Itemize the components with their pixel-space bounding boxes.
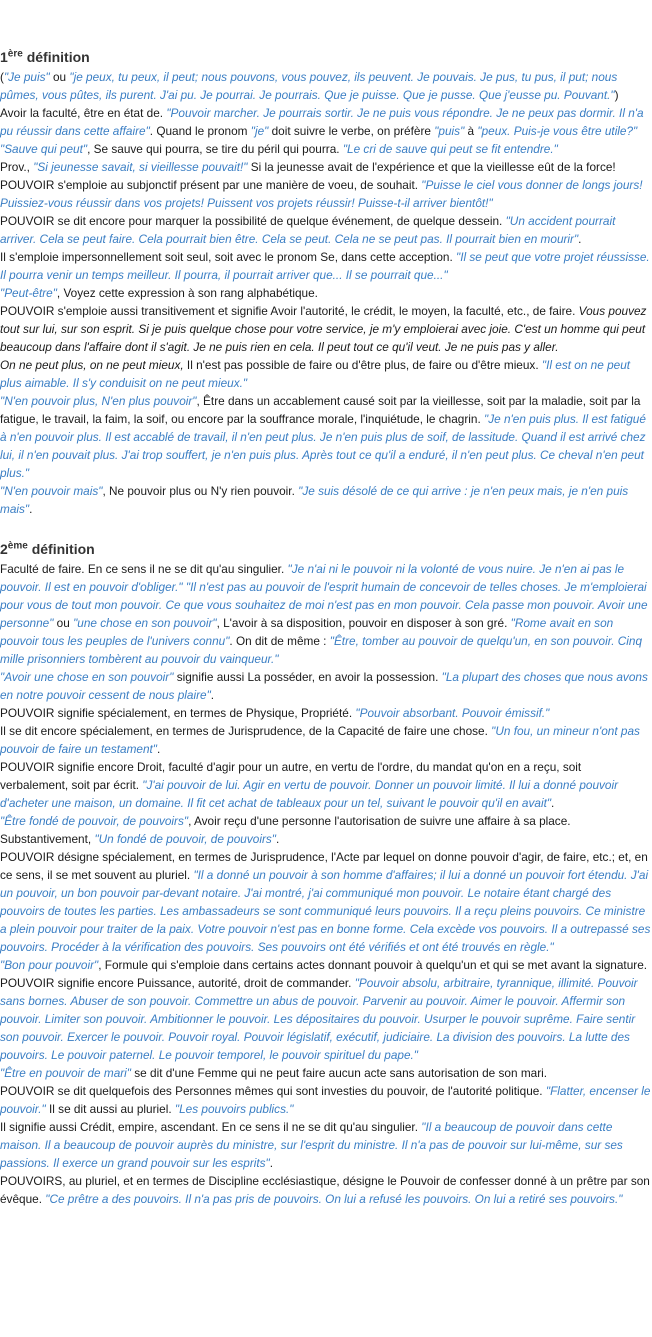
example-text: "Il a donné un pouvoir à son homme d'affaires; il lui a donné un pouvoir fort étendu. J'ai un pouvoir, un bon pouvoir par-devant notaire. J'ai montré, j'ai communiqué mon pouvoir. Le notaire étant chargé des pouvoirs de toutes les parties. Les ambassadeurs se sont communiqué leurs pouvoirs. Il a reçu pleins pouvoirs. Ce ministre a plein pouvoir pour traiter de la paix. Votre pouvoir n'est pas en bonne forme. Cela excède vos pouvoirs. Il a outrepassé ses pouvoirs. Procéder à la vérification des pouvoirs. Ses pouvoirs ont été vérifiés et ont été trouvés en règle." [0, 868, 651, 954]
definition-text: Prov., [0, 160, 34, 174]
definition-paragraph [0, 248, 652, 284]
definition-paragraph [0, 1082, 652, 1118]
definition-paragraph [0, 722, 652, 758]
definition-text: Si la jeunesse avait de l'expérience et que la vieillesse eût de la force! [247, 160, 616, 174]
example-text: "Flatter, encenser le pouvoir." [0, 1084, 651, 1116]
definition-paragraph [0, 356, 652, 392]
definition-text: POUVOIR signifie encore Droit, faculté d'agir pour un autre, en vertu de l'ordre, du mandat qu'on en a reçu, soit verbalement, soit par écrit. [0, 760, 582, 792]
example-text: "Rome avait en son pouvoir tous les peuples de l'univers connu" [0, 616, 614, 648]
definition-text: , Formule qui s'emploie dans certains actes donnant pouvoir à quelqu'un et qui se met avant la signature. [98, 958, 648, 972]
definition-1 [0, 46, 652, 518]
definition-text: . [578, 232, 582, 246]
definition-paragraph [0, 158, 652, 176]
definition-text: , Voyez cette expression à son rang alphabétique. [56, 286, 318, 300]
italic-text: On ne peut plus, on ne peut mieux, [0, 358, 184, 372]
definition-text: . [156, 742, 161, 756]
example-text: "N'en pouvoir mais" [0, 484, 103, 498]
definition-paragraph [0, 956, 652, 974]
definition-paragraph [0, 68, 652, 104]
definition-body [0, 560, 652, 1208]
definition-text: Il s'emploie impersonnellement soit seul, soit avec le pronom Se, dans cette acception. [0, 250, 457, 264]
definition-text: . [269, 1156, 274, 1170]
definition-body [0, 68, 652, 518]
example-text: "Je n'ai ni le pouvoir ni la volonté de vous nuire. Je n'en ai pas le pouvoir. Il est en pouvoir d'obliger." "Il n'est pas au pouvoir de l'esprit humain de concevoir de telles choses. Je m'emploierai pour vous de tout mon pouvoir. Ce que vous souhaitez de moi n'est pas en mon pouvoir. Cela passe mon pouvoir. Avoir une personne" [0, 562, 648, 630]
definition-text: . [210, 688, 215, 702]
example-text: "peux. Puis-je vous être utile?" [477, 124, 638, 138]
definition-text: POUVOIR se dit encore pour marquer la possibilité de quelque événement, de quelque dessein. [0, 214, 506, 228]
italic-text: Vous pouvez tout sur lui, sur son esprit. Si je puis quelque chose pour votre service, je m'y emploierai avec joie. C'est un homme qui peut beaucoup dans l'affaire dont il s'agit. Je ne puis rien en cela. Il peut tout ce qu'il veut. Je ne puis pas y aller. [0, 304, 647, 354]
definition-text: Il n'est pas possible de faire ou d'être plus, de faire ou d'être mieux. [183, 358, 542, 372]
definition-text: POUVOIR signifie encore Puissance, autorité, droit de commander. [0, 976, 355, 990]
example-text: "je peux, tu peux, il peut; nous pouvons, vous pouvez, ils peuvent. Je pouvais. Je pus, tu pus, il put; nous pûmes, vous pûtes, ils purent. J'ai pu. Je pourrai. Je pourrais. Que je puisse. Que je pusse. Que j'eusse pu. Pouvant." [0, 70, 618, 102]
example-text: "Il a beaucoup de pouvoir dans cette maison. Il a beaucoup de pouvoir auprès du ministre, sur l'esprit du ministre. Il n'a pas de pouvoir sur lui-même, sur ses passions. Il exerce un grand pouvoir sur les esprits" [0, 1120, 623, 1170]
definition-paragraph [0, 1118, 652, 1172]
definition-ordinal: ème [7, 540, 28, 552]
example-text: "une chose en son pouvoir" [73, 616, 217, 630]
example-text: "J'ai pouvoir de lui. Agir en vertu de pouvoir. Donner un pouvoir limité. Il lui a donné pouvoir d'acheter une maison, un domaine. Il fit cet achat de tableaux pour un tel, suivant le pouvoir qu'il en avait" [0, 778, 619, 810]
example-text: "Je puis" [3, 70, 50, 84]
definition-paragraph [0, 1172, 652, 1208]
definition-text: , Être dans un accablement causé soit par la vieillesse, soit par la maladie, soit par la fatigue, le travail, la faim, la soif, ou encore par la souffrance morale, l'inquiétude, le chagrin. [0, 394, 641, 426]
definition-paragraph [0, 482, 652, 518]
example-text: "puis" [434, 124, 465, 138]
definition-paragraph [0, 848, 652, 956]
definition-ordinal: ère [7, 48, 23, 60]
definition-text: POUVOIR signifie spécialement, en termes de Physique, Propriété. [0, 706, 356, 720]
definition-text: . [551, 796, 555, 810]
definition-text: ( [0, 70, 4, 84]
definition-text: . On dit de même : [229, 634, 330, 648]
example-text: "Bon pour pouvoir" [0, 958, 99, 972]
definition-text: POUVOIRS, au pluriel, et en termes de Discipline ecclésiastique, désigne le Pouvoir de confesser donné à un prêtre par son évêque. [0, 1174, 650, 1206]
definition-paragraph [0, 560, 652, 668]
definition-text: Avoir la faculté, être en état de. [0, 106, 167, 120]
example-text: "Il est on ne peut plus aimable. Il s'y conduisit on ne peut mieux." [0, 358, 631, 390]
definition-paragraph [0, 212, 652, 248]
definition-text: doit suivre le verbe, on préfère [268, 124, 435, 138]
example-text: "Sauve qui peut" [0, 142, 88, 156]
definition-paragraph [0, 104, 652, 140]
example-text: "je" [250, 124, 269, 138]
definition-text: signifie aussi La posséder, en avoir la possession. [173, 670, 442, 684]
definition-text: POUVOIR s'emploie aussi transitivement et signifie Avoir l'autorité, le crédit, le moyen, la faculté, etc., de faire. [0, 304, 579, 318]
definition-paragraph [0, 1064, 652, 1082]
definition-number: 1 [0, 49, 8, 65]
definition-heading [0, 538, 652, 560]
example-text: "Avoir une chose en son pouvoir" [0, 670, 174, 684]
definition-text: ou [53, 616, 74, 630]
definition-paragraph [0, 392, 652, 482]
definition-paragraph [0, 758, 652, 812]
definition-text: Il se dit encore spécialement, en termes de Jurisprudence, de la Capacité de faire une chose. [0, 724, 492, 738]
definition-text: POUVOIR désigne spécialement, en termes de Jurisprudence, l'Acte par lequel on donne pouvoir d'agir, de faire, etc.; et, en ce sens, il se met souvent au pluriel. [0, 850, 648, 882]
example-text: "Puisse le ciel vous donner de longs jours! Puissiez-vous réussir dans vos projets! Puissent vos projets réussir! Puisse-t-il arriver bientôt!" [0, 178, 643, 210]
example-text: "Être, tomber au pouvoir de quelqu'un, en son pouvoir. Cinq mille prisonniers tombèrent au pouvoir du vainqueur." [0, 634, 643, 666]
example-text: "Ce prêtre a des pouvoirs. Il n'a pas pris de pouvoirs. On lui a refusé les pouvoirs. On lui a retiré ses pouvoirs." [45, 1192, 623, 1206]
definition-paragraph [0, 812, 652, 848]
example-text: "Je suis désolé de ce qui arrive : je n'en peux mais, je n'en puis mais" [0, 484, 629, 516]
definition-text: . Quand le pronom [149, 124, 251, 138]
example-text: "Pouvoir absolu, arbitraire, tyrannique, illimité. Pouvoir sans bornes. Abuser de son pouvoir. Commettre un abus de pouvoir. Parvenir au pouvoir. Aimer le pouvoir. Affermir son pouvoir. Limiter son pouvoir. Ambitionner le pouvoir. Les dépositaires du pouvoir. Usurper le pouvoir suprême. Faire sentir son pouvoir. Exercer le pouvoir. Pouvoir royal. Pouvoir législatif, exécutif, judiciaire. La division des pouvoirs. La lutte des pouvoirs. Le pouvoir paternel. Le pouvoir temporel, le pouvoir spirituel du pape." [0, 976, 638, 1062]
example-text: "Pouvoir marcher. Je pourrais sortir. Je ne puis vous répondre. Je ne peux pas dormir. Il n'a pu réussir dans cette affaire" [0, 106, 644, 138]
definition-text: ou [49, 70, 70, 84]
definition-label: définition [26, 49, 90, 65]
definition-paragraph [0, 284, 652, 302]
definition-text: se dit d'une Femme qui ne peut faire aucun acte sans autorisation de son mari. [131, 1066, 548, 1080]
definition-text: Il se dit aussi au pluriel. [45, 1102, 175, 1116]
definition-text: ) [614, 88, 619, 102]
definition-paragraph [0, 140, 652, 158]
definition-text: POUVOIR se dit quelquefois des Personnes mêmes qui sont investies du pouvoir, de l'autorité politique. [0, 1084, 546, 1098]
example-text: "Un fou, un mineur n'ont pas pouvoir de faire un testament" [0, 724, 640, 756]
definition-label: définition [31, 541, 95, 557]
definition-text: POUVOIR s'emploie au subjonctif présent par une manière de voeu, de souhait. [0, 178, 422, 192]
definition-2 [0, 538, 652, 1208]
example-text: "Je n'en puis plus. Il est fatigué à n'en pouvoir plus. Il est accablé de travail, il n'en peut plus. Je n'en puis plus de soif, de lassitude. Quand il est arrivé chez lui, il n'en pouvait plus. J'ai trop souffert, je n'en puis plus. Après tout ce qu'il a enduré, il n'en peut plus. Ce cheval n'en peut plus." [0, 412, 646, 480]
definition-number: 2 [0, 541, 8, 557]
definition-text: Il signifie aussi Crédit, empire, ascendant. En ce sens il ne se dit qu'au singulier. [0, 1120, 422, 1134]
definition-paragraph [0, 704, 652, 722]
definition-text: , L'avoir à sa disposition, pouvoir en disposer à son gré. [216, 616, 511, 630]
example-text: "Les pouvoirs publics." [174, 1102, 294, 1116]
example-text: "Être fondé de pouvoir, de pouvoirs" [0, 814, 189, 828]
example-text: "Peut-être" [0, 286, 57, 300]
definition-paragraph [0, 302, 652, 356]
definition-paragraph [0, 668, 652, 704]
example-text: "Il se peut que votre projet réussisse. Il pourra venir un temps meilleur. Il pourra, il pourrait arriver que... Il se pourrait que..." [0, 250, 650, 282]
example-text: "Être en pouvoir de mari" [0, 1066, 131, 1080]
definition-text: . [29, 502, 33, 516]
definition-text: Faculté de faire. En ce sens il ne se dit qu'au singulier. [0, 562, 288, 576]
definition-text: , Ne pouvoir plus ou N'y rien pouvoir. [102, 484, 299, 498]
example-text: "N'en pouvoir plus, N'en plus pouvoir" [0, 394, 197, 408]
definition-text: . [275, 832, 280, 846]
example-text: "Un fondé de pouvoir, de pouvoirs" [94, 832, 276, 846]
definition-text: , Se sauve qui pourra, se tire du péril qui pourra. [87, 142, 343, 156]
definition-heading [0, 46, 652, 68]
definition-text: , Avoir reçu d'une personne l'autorisation de suivre une affaire à sa place. Substantivement, [0, 814, 571, 846]
definition-text: à [464, 124, 478, 138]
example-text: "Si jeunesse savait, si vieillesse pouvait!" [33, 160, 248, 174]
example-text: "Pouvoir absorbant. Pouvoir émissif." [355, 706, 550, 720]
example-text: "Le cri de sauve qui peut se fit entendre." [342, 142, 558, 156]
example-text: "La plupart des choses que nous avons en notre pouvoir cessent de nous plaire" [0, 670, 648, 702]
definition-paragraph [0, 176, 652, 212]
example-text: "Un accident pourrait arriver. Cela se peut faire. Cela pourrait bien être. Cela se peut. Cela ne se peut pas. Il pourrait bien en mourir" [0, 214, 616, 246]
definition-paragraph [0, 974, 652, 1064]
